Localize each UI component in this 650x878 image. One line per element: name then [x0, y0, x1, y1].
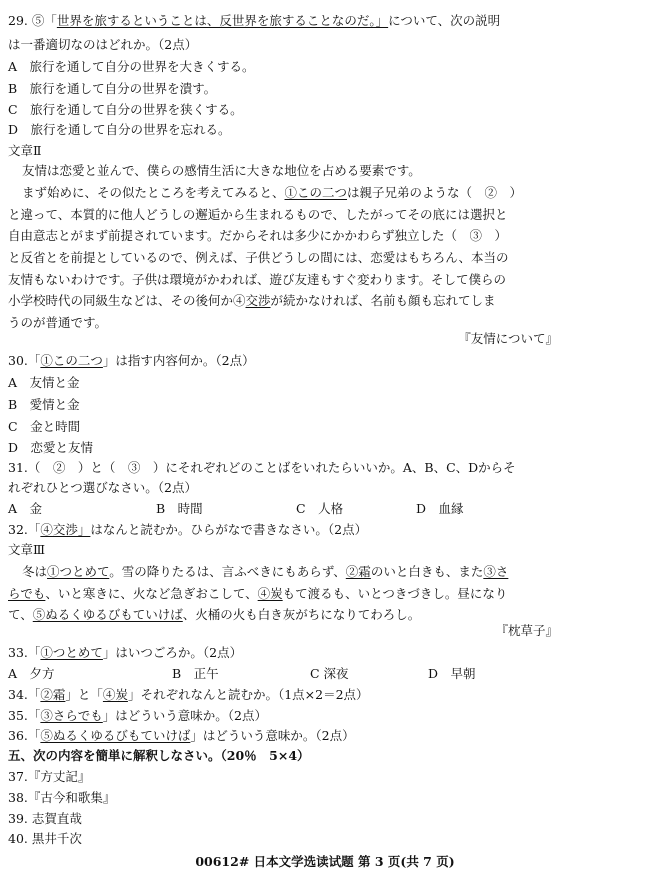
- section5-item-38: 38.『古今和歌集』: [8, 790, 116, 805]
- section2-line6: 小学校時代の同級生などは、その後何か④交渉が続かなければ、名前も顔も忘れてしま: [8, 293, 496, 308]
- q31-stem: 31.（ ② ）と（ ③ ）にそれぞれどのことばをいれたらいいか。A、B、C、Dからそ: [8, 460, 516, 475]
- section2-source: 『友情について』: [458, 331, 558, 346]
- section3-source: 『枕草子』: [495, 623, 558, 638]
- section2-line4: と反省とを前提としているので、例えば、子供どうしの間には、恋愛はもちろん、本当の: [8, 250, 509, 265]
- section5-item-40: 40. 黒井千次: [8, 831, 82, 846]
- q33-option-d: D 早朝: [428, 666, 476, 681]
- q30-option-d: D 恋愛と友情: [8, 440, 94, 455]
- q30-option-a: A 友情と金: [8, 375, 80, 390]
- q29-option-d: D 旅行を通して自分の世界を忘れる。: [8, 122, 231, 137]
- section2-line2: と違って、本質的に他人どうしの邂逅から生まれるもので、したがってその底には選択と: [8, 207, 508, 222]
- section5-item-39: 39. 志賀直哉: [8, 811, 82, 826]
- q30-option-b: B 愛情と金: [8, 397, 80, 412]
- q31-option-c: C 人格: [296, 501, 344, 516]
- q32-stem: 32.「④交渉」はなんと読むか。ひらがなで書きなさい。（2点）: [8, 522, 368, 537]
- q30-option-c: C 金と時間: [8, 419, 81, 434]
- q36-stem: 36.「⑤ぬるくゆるびもていけば」はどういう意味か。（2点）: [8, 728, 355, 743]
- section2-line3: 自由意志とがまず前提されています。だからそれは多少にかかわらず独立した（ ③ ）: [8, 228, 508, 243]
- section5-heading: 五、次の内容を簡単に解釈しなさい。（20％ 5×4）: [8, 748, 310, 763]
- section2-heading: 文章Ⅱ: [8, 143, 42, 158]
- q29-option-b: B 旅行を通して自分の世界を潰す。: [8, 81, 217, 96]
- section2-line1: まず始めに、その似たところを考えてみると、①この二つは親子兄弟のような（ ② ）: [22, 185, 523, 200]
- q29-stem: 29. ⑤「世界を旅するということは、反世界を旅することなのだ。」について、次の説明: [8, 13, 501, 28]
- q31-option-b: B 時間: [156, 501, 203, 516]
- section3-line3: て、⑤ぬるくゆるびもていけば、火桶の火も白き灰がちになりてわろし。: [8, 607, 421, 622]
- q29-option-a: A 旅行を通して自分の世界を大きくする。: [8, 59, 255, 74]
- section3-line1: 冬は①つとめて。雪の降りたるは、言ふべきにもあらず、②霜のいと白きも、また③さ: [22, 564, 509, 579]
- q33-option-a: A 夕方: [8, 666, 55, 681]
- q31-stem-line2: れぞれひとつ選びなさい。（2点）: [8, 480, 197, 495]
- section3-line2: らでも、いと寒きに、火など急ぎおこして、④炭もて渡るも、いとつきづきし。昼になり: [8, 586, 508, 601]
- q33-option-c: C 深夜: [310, 666, 349, 681]
- section2-paragraph1: 友情は恋愛と並んで、僕らの感情生活に大きな地位を占める要素です。: [22, 163, 421, 178]
- q31-option-d: D 血縁: [416, 501, 464, 516]
- q29-stem-line2: は一番適切なのはどれか。（2点）: [8, 37, 198, 52]
- q29-option-c: C 旅行を通して自分の世界を狭くする。: [8, 102, 243, 117]
- section5-item-37: 37.『方丈記』: [8, 769, 91, 784]
- q34-stem: 34.「②霜」と「④炭」それぞれなんと読むか。（1点×2＝2点）: [8, 687, 369, 702]
- q35-stem: 35.「③さらでも」はどういう意味か。（2点）: [8, 708, 267, 723]
- q31-option-a: A 金: [8, 501, 43, 516]
- page-footer: 00612# 日本文学选读试题 第 3 页(共 7 页): [195, 854, 455, 869]
- q29-quote: 世界を旅するということは、反世界を旅することなのだ。」: [56, 13, 389, 28]
- section2-line7: うのが普通です。: [8, 315, 108, 330]
- q33-stem: 33.「①つとめて」はいつごろか。（2点）: [8, 645, 243, 660]
- q33-option-b: B 正午: [172, 666, 219, 681]
- section3-heading: 文章Ⅲ: [8, 542, 46, 557]
- section2-line5: 友情もないわけです。子供は環境がかわれば、遊び友達もすぐ変わります。そして僕らの: [8, 272, 507, 287]
- q30-stem: 30.「①この二つ」は指す内容何か。（2点）: [8, 353, 255, 368]
